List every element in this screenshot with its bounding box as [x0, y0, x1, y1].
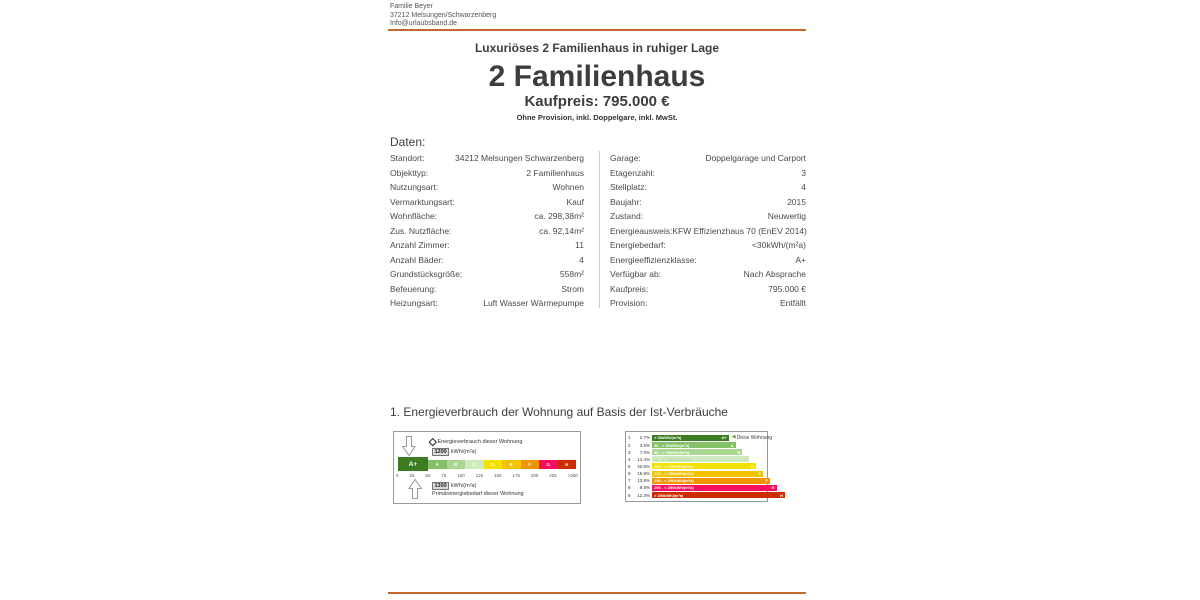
- row-value: 795.000 €: [768, 283, 806, 294]
- table-row: [610, 182, 806, 197]
- contact-email: Info@urlaubsband.de: [390, 20, 458, 27]
- bottom-rule: [388, 592, 806, 594]
- row-bar: [652, 442, 736, 448]
- price-line: Kaufpreis: 795.000 €: [524, 93, 670, 110]
- left-triangle-icon: ◀: [731, 434, 736, 441]
- row-index: 9: [628, 492, 631, 498]
- row-index: 6: [628, 471, 631, 477]
- row-bar: [652, 435, 729, 441]
- row-value: Doppelgarage und Carport: [705, 153, 806, 163]
- table-row: [390, 211, 584, 226]
- scale-segment: H: [558, 460, 577, 469]
- row-bar: [652, 449, 742, 455]
- row-class-letter: D: [751, 463, 755, 469]
- daten-heading: Daten:: [390, 135, 426, 149]
- section-heading: 1. Energieverbrauch der Wohnung auf Basis der Ist-Verbräuche: [390, 405, 728, 419]
- this-home-marker: [732, 435, 772, 441]
- row-value: Neuwertig: [767, 211, 806, 221]
- scale-segment: A+: [398, 457, 428, 471]
- table-row: [390, 255, 584, 270]
- page-title: 2 Familienhaus: [488, 60, 706, 93]
- row-index: 1: [628, 435, 631, 441]
- consumption-legend-label: Energieverbrauch dieser Wohnung: [437, 439, 523, 445]
- data-table-right: [610, 153, 806, 313]
- row-value: A+: [795, 254, 806, 265]
- row-value: 2015: [787, 196, 806, 207]
- row-label: Energieausweis:: [610, 225, 673, 236]
- scale-segment: E: [502, 460, 521, 469]
- primary-value: 1300: [432, 482, 449, 490]
- row-index: 3: [628, 449, 631, 455]
- row-label: Befeuerung:: [390, 283, 437, 294]
- listing-subtitle: Luxuriöses 2 Familienhaus in ruhiger Lage: [474, 41, 720, 55]
- table-row: [610, 284, 806, 299]
- row-value: 4: [579, 254, 584, 265]
- contact-name: Familie Beyer: [390, 3, 433, 10]
- row-value: 34212 Melsungen Schwarzenberg: [454, 153, 584, 163]
- contact-address: 37212 Melsungen/Schwarzenberg: [390, 11, 497, 19]
- histogram-row: [628, 470, 765, 477]
- row-range: 150 - < 200kWh/(m²a): [654, 478, 694, 484]
- row-value: 4: [801, 182, 806, 192]
- row-bar: [652, 485, 777, 491]
- tick-label: 225: [549, 473, 557, 478]
- row-percent: 2.7%: [639, 435, 650, 441]
- row-bar: [652, 471, 763, 477]
- row-percent: 7.0%: [639, 449, 650, 455]
- row-label: Provision:: [610, 298, 648, 308]
- row-index: 7: [628, 478, 631, 484]
- histogram-row: [628, 463, 765, 470]
- row-value: Luft Wasser Wärmepumpe: [483, 298, 584, 308]
- row-value: 3: [801, 167, 806, 178]
- row-label: Nutzungsart:: [390, 182, 439, 192]
- scale-segment: B: [447, 460, 466, 469]
- consumption-legend: [430, 439, 522, 445]
- tick-label: >250: [567, 473, 578, 478]
- row-label: Anzahl Bäder:: [390, 254, 444, 265]
- row-index: 4: [628, 456, 631, 462]
- table-row: [390, 240, 584, 255]
- primary-unit: kWh/(m²a): [450, 483, 477, 489]
- table-row: [390, 298, 584, 313]
- row-label: Energiebedarf:: [610, 240, 666, 250]
- row-percent: 20.8%: [637, 463, 650, 469]
- row-label: Anzahl Zimmer:: [390, 240, 450, 250]
- row-label: Heizungsart:: [390, 298, 438, 308]
- row-label: Grundstücksgröße:: [390, 269, 463, 279]
- table-row: [390, 226, 584, 241]
- row-label: Objekttyp:: [390, 167, 429, 178]
- tick-label: 25: [409, 473, 415, 478]
- histogram-row: [628, 477, 768, 484]
- row-value: ca. 298,38m²: [534, 211, 584, 221]
- tick-label: 125: [475, 473, 484, 478]
- scale-segment: A: [428, 460, 447, 469]
- energy-scale-chart: [393, 431, 581, 504]
- row-range: 75 - < 100kWh/(m²a): [654, 456, 692, 462]
- row-bar: [652, 463, 756, 469]
- top-rule: [388, 29, 806, 31]
- row-label: Zus. Nutzfläche:: [390, 225, 452, 236]
- consumption-value-line: [432, 448, 476, 456]
- consumption-value: 1200: [432, 448, 449, 456]
- tick-label: 50: [425, 473, 431, 478]
- histogram-row: [628, 449, 765, 456]
- tick-label: 150: [494, 473, 502, 478]
- row-label: Garage:: [610, 153, 641, 163]
- row-value: Kauf: [566, 196, 584, 207]
- table-row: [610, 240, 806, 255]
- table-row: [390, 284, 584, 299]
- arrow-up-icon: [408, 479, 422, 504]
- row-value: ca. 92,14m²: [539, 225, 584, 236]
- row-percent: 15.8%: [637, 471, 650, 477]
- row-range: < 30kWh/(m²a): [654, 435, 682, 441]
- row-bar: [652, 492, 785, 498]
- tick-label: 175: [512, 473, 520, 478]
- table-row: [390, 168, 584, 183]
- table-row: [610, 255, 806, 270]
- row-percent: 9.8%: [639, 485, 650, 491]
- table-row: [390, 153, 584, 168]
- row-range: 50 - < 75kWh/(m²a): [654, 449, 690, 455]
- row-label: Stellplatz:: [610, 182, 647, 192]
- tick-label: 100: [457, 473, 465, 478]
- scale-segment: G: [539, 460, 558, 469]
- row-bar: [652, 456, 749, 462]
- row-class-letter: F: [765, 478, 768, 484]
- energy-histogram-chart: [625, 431, 783, 502]
- consumption-unit: kWh/(m²a): [450, 448, 477, 455]
- scale-ticks: [396, 473, 578, 478]
- row-value: 558m²: [559, 269, 584, 279]
- primary-energy-label: Primärenergiebedarf dieser Wohnung: [432, 491, 524, 497]
- table-row: [390, 182, 584, 197]
- row-label: Etagenzahl:: [610, 167, 655, 178]
- row-label: Vermarktungsart:: [390, 196, 455, 207]
- row-label: Zustand:: [610, 211, 644, 221]
- table-row: [610, 168, 806, 183]
- row-label: Baujahr:: [610, 196, 642, 207]
- row-label: Kaufpreis:: [610, 283, 649, 294]
- table-row: [610, 226, 806, 241]
- row-range: 125 - < 150kWh/(m²a): [654, 471, 694, 477]
- row-range: 30 - < 50kWh/(m²a): [654, 442, 690, 448]
- diamond-icon: [429, 438, 437, 446]
- row-class-letter: E: [758, 471, 761, 477]
- scale-segment: D: [484, 460, 503, 469]
- row-range: 100 - < 125kWh/(m²a): [654, 463, 694, 469]
- histogram-row: [628, 484, 775, 491]
- column-divider: [599, 151, 600, 308]
- table-row: [390, 269, 584, 284]
- row-class-letter: C: [744, 456, 748, 462]
- row-value: <30kWh/(m²a): [751, 240, 806, 250]
- tick-label: 0: [396, 473, 399, 478]
- scale-segment: C: [465, 460, 484, 469]
- table-row: [610, 269, 806, 284]
- row-bar: [652, 478, 770, 484]
- row-value: Wohnen: [552, 182, 584, 192]
- table-row: [610, 298, 806, 313]
- tick-label: 200: [530, 473, 539, 478]
- provision-note: Ohne Provision, inkl. Doppelgare, inkl. MwSt.: [516, 113, 678, 122]
- tick-label: 75: [441, 473, 447, 478]
- row-label: Standort:: [390, 153, 425, 163]
- row-percent: 14.4%: [637, 456, 650, 462]
- histogram-row: [628, 434, 773, 442]
- energy-scale-band: [398, 457, 576, 471]
- histogram-row: [628, 442, 765, 449]
- scale-segment: F: [521, 460, 540, 469]
- this-home-label: Diese Wohnung: [736, 434, 773, 441]
- row-value: Strom: [561, 283, 584, 294]
- table-row: [610, 153, 806, 168]
- row-class-letter: B: [737, 449, 741, 455]
- row-value: 11: [575, 240, 584, 250]
- row-value: KFW Effizienzhaus 70 (EnEV 2014): [672, 225, 807, 236]
- data-table-left: [390, 153, 584, 313]
- row-index: 5: [628, 463, 631, 469]
- row-class-letter: A+: [721, 435, 727, 441]
- row-percent: 3.5%: [639, 442, 650, 448]
- row-value: Nach Absprache: [743, 269, 806, 279]
- row-range: 200 - < 250kWh/(m²a): [654, 485, 694, 491]
- row-label: Energieeffizienzklasse:: [610, 254, 697, 265]
- row-value: Entfällt: [780, 298, 806, 308]
- row-percent: 12.3%: [637, 492, 650, 498]
- table-row: [390, 197, 584, 212]
- row-label: Wohnfläche:: [390, 211, 438, 221]
- histogram-row: [628, 492, 783, 499]
- table-row: [610, 197, 806, 212]
- row-class-letter: G: [771, 485, 775, 491]
- row-percent: 13.8%: [637, 478, 650, 484]
- primary-value-line: [432, 482, 476, 490]
- row-range: > 250kWh/(m²a): [654, 492, 684, 498]
- table-row: [610, 211, 806, 226]
- histogram-row: [628, 456, 765, 463]
- row-class-letter: A: [730, 442, 734, 448]
- row-index: 2: [628, 442, 631, 448]
- row-value: 2 Familienhaus: [526, 167, 584, 178]
- row-class-letter: H: [779, 492, 783, 498]
- row-label: Verfügbar ab:: [610, 269, 662, 279]
- contact-block: [390, 3, 496, 29]
- row-index: 8: [628, 485, 631, 491]
